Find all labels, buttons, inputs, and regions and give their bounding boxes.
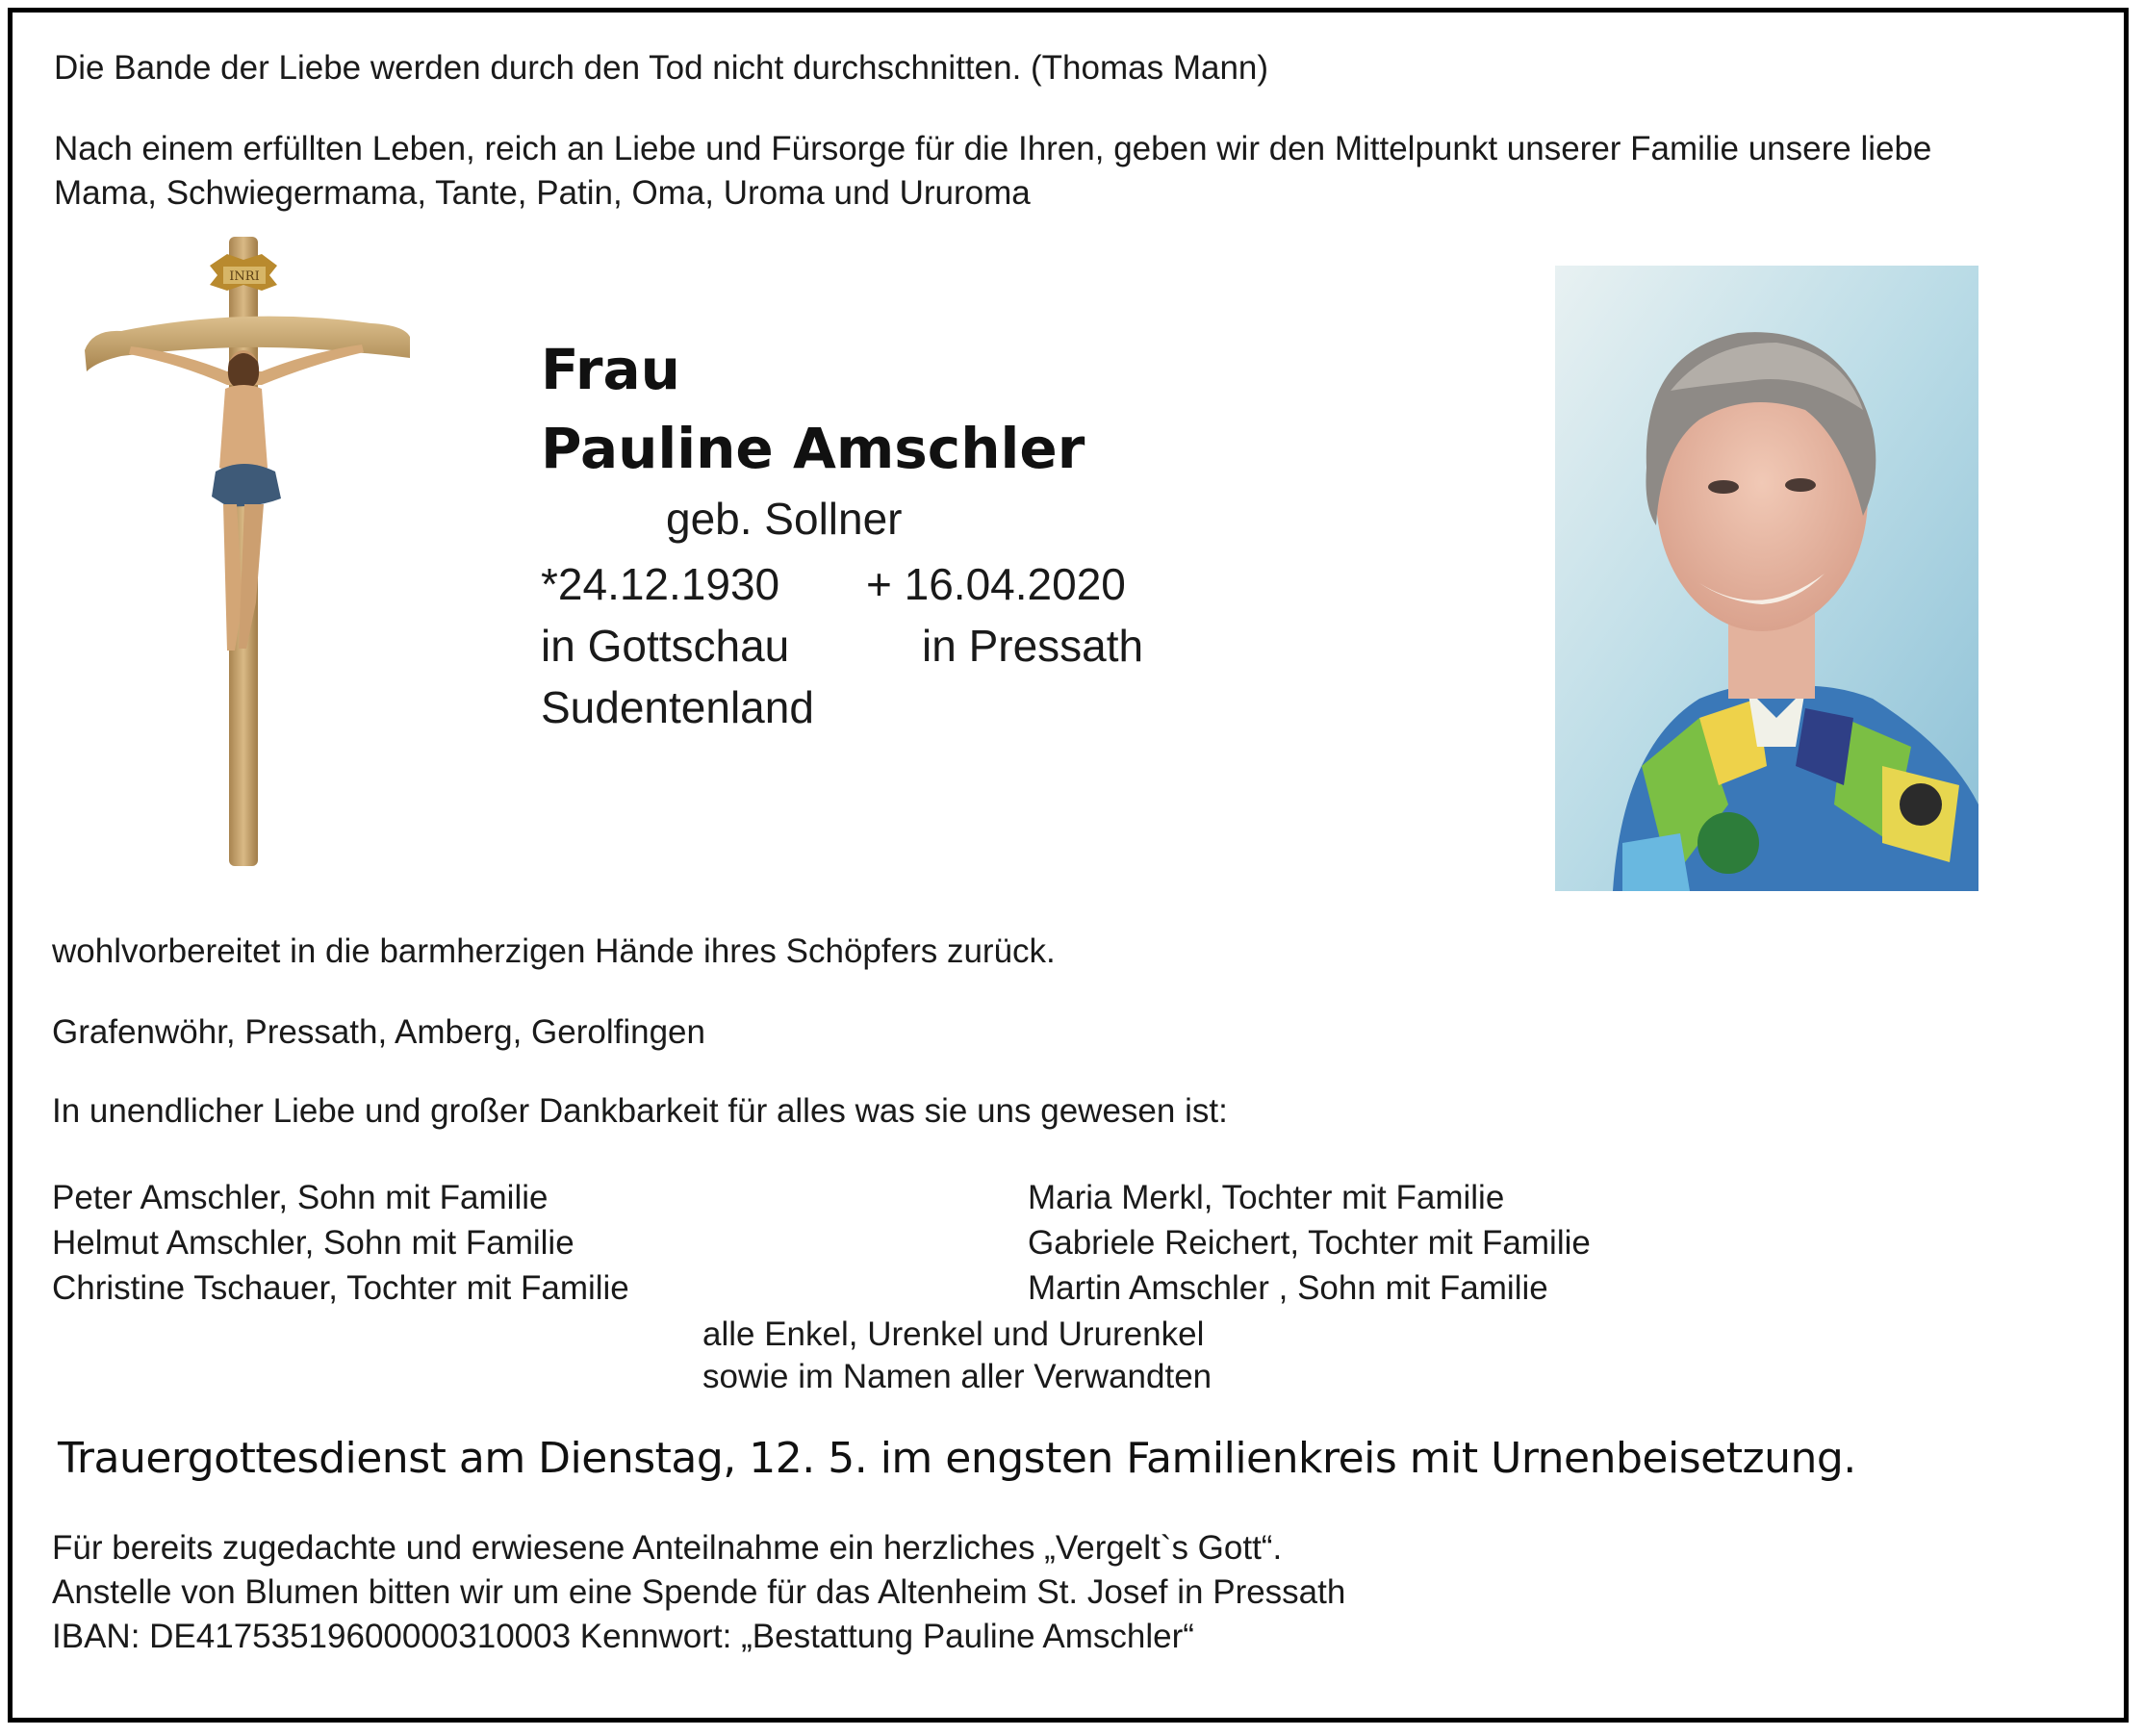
birth-date: *24.12.1930 [541, 559, 780, 609]
thanks-line-1: Für bereits zugedachte und erwiesene Anteilnahme ein herzliches „Vergelt`s Gott“. [52, 1529, 1283, 1567]
family-member: Peter Amschler, Sohn mit Familie [52, 1179, 549, 1216]
intro-line-2: Mama, Schwiegermama, Tante, Patin, Oma, Uroma und Ururoma [54, 174, 1031, 212]
death-date: + 16.04.2020 [866, 559, 1126, 609]
death-place: in Pressath [922, 621, 1144, 671]
family-member: Maria Merkl, Tochter mit Familie [1028, 1179, 1505, 1216]
birth-region: Sudentenland [541, 682, 814, 732]
iban-line: IBAN: DE41753519600000310003 Kennwort: „Bestattung Pauline Amschler“ [52, 1618, 1194, 1655]
relatives-line-2: sowie im Namen aller Verwandten [702, 1358, 1212, 1395]
thanks-line-2: Anstelle von Blumen bitten wir um eine Spende für das Altenheim St. Josef in Pressath [52, 1573, 1346, 1611]
places-line: Grafenwöhr, Pressath, Amberg, Gerolfingen [52, 1013, 705, 1051]
deceased-name: Pauline Amschler [541, 416, 1085, 481]
mourners-intro: In unendlicher Liebe und großer Dankbarkeit für alles was sie uns gewesen ist: [52, 1092, 1228, 1130]
crucifix-plaque: INRI [229, 269, 260, 284]
service-announcement: Trauergottesdienst am Dienstag, 12. 5. im engsten Familienkreis mit Urnenbeisetzung. [58, 1434, 1856, 1483]
birth-place: in Gottschau [541, 621, 790, 671]
crucifix-image [83, 237, 414, 866]
family-member: Gabriele Reichert, Tochter mit Familie [1028, 1224, 1591, 1262]
deceased-salutation: Frau [541, 337, 680, 402]
closing-line: wohlvorbereitet in die barmherzigen Hände ihres Schöpfers zurück. [52, 932, 1056, 970]
family-member: Martin Amschler , Sohn mit Familie [1028, 1269, 1548, 1307]
relatives-line-1: alle Enkel, Urenkel und Ururenkel [702, 1315, 1205, 1353]
maiden-name: geb. Sollner [666, 494, 903, 544]
portrait-photo [1555, 266, 1978, 891]
quote: Die Bande der Liebe werden durch den Tod nicht durchschnitten. (Thomas Mann) [54, 49, 1269, 87]
intro-line-1: Nach einem erfüllten Leben, reich an Liebe und Fürsorge für die Ihren, geben wir den Mittelpunkt unserer Familie unsere liebe [54, 130, 1932, 167]
family-member: Christine Tschauer, Tochter mit Familie [52, 1269, 629, 1307]
family-member: Helmut Amschler, Sohn mit Familie [52, 1224, 574, 1262]
